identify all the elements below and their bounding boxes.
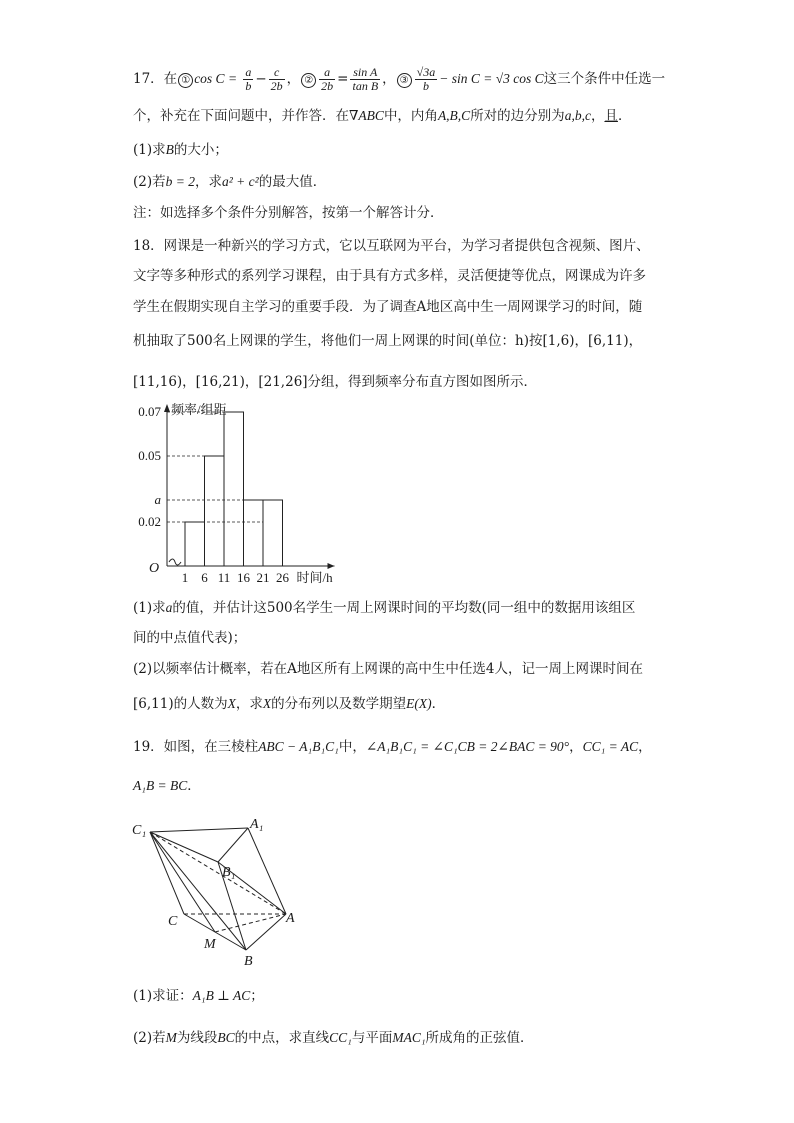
label-b1: B₁ bbox=[222, 865, 236, 880]
q19-part1: (1)求证：A₁B ⊥ AC； bbox=[133, 988, 264, 1004]
histogram-bar bbox=[263, 500, 283, 566]
histogram-bar bbox=[185, 522, 205, 566]
blank-condition: 且 bbox=[604, 108, 618, 124]
q18-line1: 18．网课是一种新兴的学习方式，它以互联网为平台，为学习者提供包含视频、图片、 bbox=[133, 238, 650, 254]
edge-c1-m bbox=[150, 832, 215, 932]
label-b: B bbox=[244, 954, 253, 969]
option-3-mark: ③ bbox=[397, 73, 412, 88]
x-tick-label: 11 bbox=[217, 570, 231, 585]
q17-note: 注：如选择多个条件分别解答，按第一个解答计分． bbox=[133, 205, 444, 221]
edge-c1-a1 bbox=[150, 828, 248, 832]
x-axis-arrow bbox=[328, 563, 335, 569]
frequency-histogram bbox=[125, 400, 365, 590]
triangle-abc: ∇ABC bbox=[349, 108, 384, 123]
label-c: C bbox=[168, 914, 178, 929]
q19-part2: (2)若M为线段BC的中点，求直线CC₁与平面MAC₁所成角的正弦值． bbox=[133, 1030, 534, 1046]
y-tick-label: 0.02 bbox=[138, 514, 161, 529]
q18-line4: 机抽取了500名上网课的学生，将他们一周上网课的时间(单位：h)按[1,6)，[6,11)， bbox=[133, 333, 643, 349]
frac-sqrt3a-over-b: $\frac{√3a}{b}$ bbox=[416, 65, 436, 93]
q18-part1-a: (1)求a的值，并估计这500名学生一周上网课时间的平均数(同一组中的数据用该组区 bbox=[133, 600, 636, 616]
histogram-bar bbox=[205, 456, 225, 566]
q19-line2: A₁B = BC． bbox=[133, 778, 201, 794]
x-tick-label: 16 bbox=[237, 570, 250, 585]
option-1-expr: cos C = bbox=[194, 71, 238, 86]
x-tick-label: 6 bbox=[201, 570, 208, 585]
prism-figure bbox=[130, 810, 310, 970]
y-axis-title: 频率/组距 bbox=[171, 402, 227, 417]
histogram-bar bbox=[244, 500, 264, 566]
x-axis-title: 时间/h bbox=[296, 570, 333, 585]
q17-part1: (1)求B的大小； bbox=[133, 142, 228, 158]
y-tick-label: a bbox=[154, 492, 161, 507]
x-tick-label: 21 bbox=[256, 570, 270, 585]
option-3-expr: − sin C = √3 cos C bbox=[439, 71, 544, 86]
label-m: M bbox=[204, 937, 216, 952]
axis-break bbox=[169, 559, 181, 565]
label-a1: A₁ bbox=[250, 817, 264, 832]
q17-part2: (2)若b = 2，求a² + c²的最大值． bbox=[133, 174, 327, 190]
q18-part1-b: 间的中点值代表)； bbox=[133, 630, 247, 646]
frac-c-over-2b: $\frac{c}{2b}$ bbox=[270, 65, 283, 93]
edge-a1-a bbox=[248, 828, 286, 914]
origin-label: O bbox=[149, 561, 160, 576]
q17-line1: 17．在 ① cos C = $\frac{a}{b}$ − $\frac{c}{2b}$ ， ② $\frac{a}{2b}$ = $\frac{\text{sin A}}{\text{tan B}}$ ， ③ $\frac{√3a}{b}$ − sin C = √3 cos C这三个条件中任选一 bbox=[133, 65, 666, 93]
q19-line1: 19．如图，在三棱柱ABC − A₁B₁C₁中，∠A₁B₁C₁ = ∠C₁CB = 2∠BAC = 90°，CC₁ = AC， bbox=[133, 739, 652, 755]
q18-part2-b: [6,11)的人数为X，求X的分布列以及数学期望E(X)． bbox=[133, 696, 446, 712]
q18-part2-a: (2)以频率估计概率，若在A地区所有上网课的高中生中任选4人，记一周上网课时间在 bbox=[133, 661, 643, 677]
minus-sign: − bbox=[255, 71, 267, 87]
y-tick-label: 0.07 bbox=[138, 404, 161, 419]
edge-c1-a bbox=[150, 832, 286, 914]
frac-sinA-over-tanB: $\frac{\text{sin A}}{\text{tan B}}$ bbox=[352, 65, 379, 93]
q18-line3: 学生在假期实现自主学习的重要手段．为了调查A地区高中生一周网课学习的时间，随 bbox=[133, 299, 643, 315]
x-tick-label: 26 bbox=[276, 570, 289, 585]
label-a: A bbox=[286, 911, 295, 926]
edge-b1-a1 bbox=[218, 828, 248, 862]
q17-number: 17．在 bbox=[133, 71, 178, 87]
y-tick-label: 0.05 bbox=[138, 448, 161, 463]
edge-c1-b bbox=[150, 832, 246, 950]
y-axis-arrow bbox=[164, 404, 170, 412]
label-c1: C₁ bbox=[132, 823, 147, 838]
q17-line2: 个，补充在下面问题中，并作答．在∇ABC中，内角A,B,C所对的边分别为a,b,c，且． bbox=[133, 108, 632, 124]
x-tick-label: 1 bbox=[181, 570, 189, 585]
q18-line5: [11,16)，[16,21)，[21,26]分组，得到频率分布直方图如图所示． bbox=[133, 374, 538, 390]
frac-a-over-2b: $\frac{a}{2b}$ bbox=[321, 65, 334, 93]
histogram-bar bbox=[224, 412, 244, 566]
frac-a-over-b: $\frac{a}{b}$ bbox=[245, 65, 252, 93]
option-1-mark: ① bbox=[178, 73, 193, 88]
q18-line2: 文字等多种形式的系列学习课程，由于具有方式多样，灵活便捷等优点，网课成为许多 bbox=[133, 268, 646, 284]
option-2-mark: ② bbox=[301, 73, 316, 88]
